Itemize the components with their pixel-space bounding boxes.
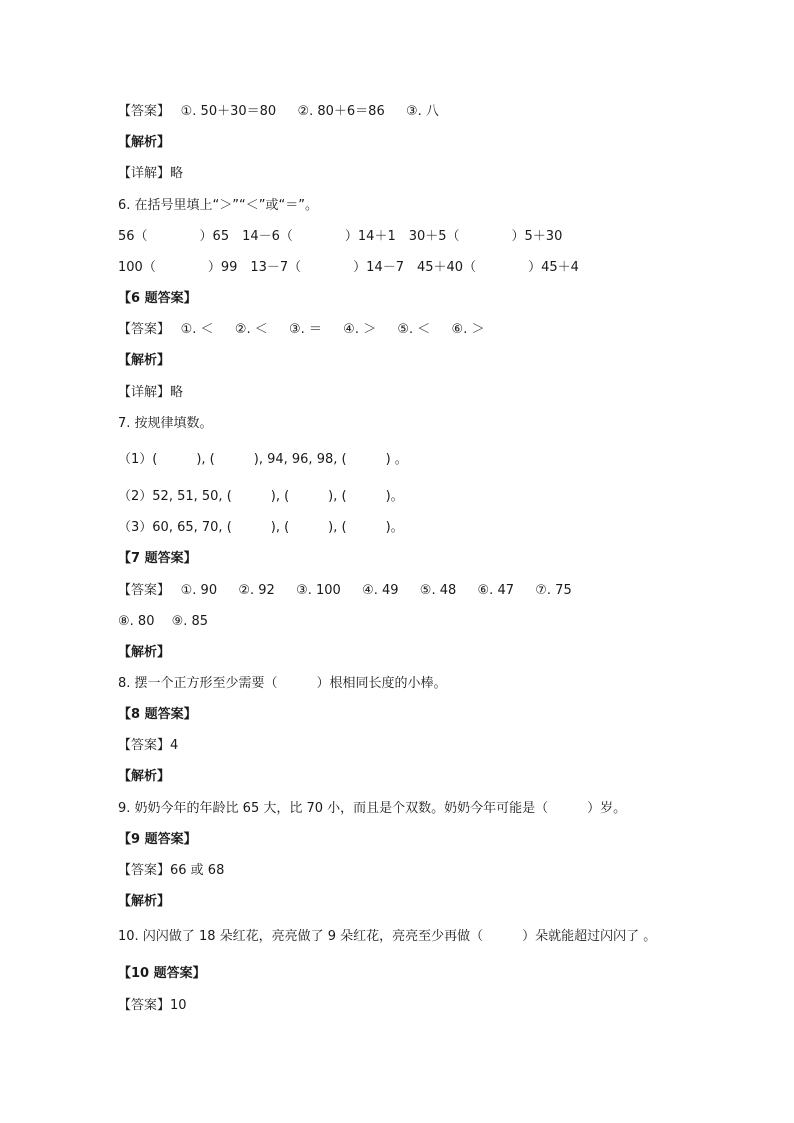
answer-heading-8: 【8 题答案】 — [118, 707, 197, 722]
answer-line-10: 【答案】10 — [118, 998, 187, 1013]
answer-heading-9: 【9 题答案】 — [118, 832, 197, 847]
answer-line-9: 【答案】66 或 68 — [118, 863, 225, 878]
analysis-label: 【解析】 — [118, 135, 171, 150]
question-7-part-1: （1）( ), ( ), 94, 96, 98, ( ) 。 — [118, 452, 408, 467]
answer-line-7: 【答案】 ①. 90 ②. 92 ③. 100 ④. 49 ⑤. 48 ⑥. 47 ⑦. 75 — [118, 583, 572, 598]
answer-line-6: 【答案】 ①. ＜ ②. ＜ ③. ＝ ④. ＞ ⑤. ＜ ⑥. ＞ — [118, 322, 485, 337]
analysis-label: 【解析】 — [118, 769, 171, 784]
analysis-label: 【解析】 — [118, 894, 171, 909]
question-10: 10. 闪闪做了 18 朵红花，亮亮做了 9 朵红花，亮亮至少再做（ ）朵就能超过闪闪了 。 — [118, 929, 657, 944]
answer-heading-6: 【6 题答案】 — [118, 291, 197, 306]
question-8: 8. 摆一个正方形至少需要（ ）根相同长度的小棒。 — [118, 676, 447, 691]
question-7: 7. 按规律填数。 — [118, 416, 213, 431]
answer-line-5: 【答案】 ①. 50＋30＝80 ②. 80＋6＝86 ③. 八 — [118, 104, 439, 119]
question-7-part-3: （3）60, 65, 70, ( ), ( ), ( )。 — [118, 520, 404, 535]
question-6-row-2: 100（ ）99 13－7（ ）14－7 45＋40（ ）45＋4 — [118, 260, 579, 275]
question-6-row-1: 56（ ）65 14－6（ ）14＋1 30＋5（ ）5＋30 — [118, 229, 563, 244]
detail-line: 【详解】略 — [118, 385, 184, 400]
analysis-label: 【解析】 — [118, 645, 171, 660]
detail-line: 【详解】略 — [118, 166, 184, 181]
answer-line-7-cont: ⑧. 80 ⑨. 85 — [118, 614, 209, 629]
question-9: 9. 奶奶今年的年龄比 65 大，比 70 小，而且是个双数。奶奶今年可能是（ ）岁。 — [118, 801, 627, 816]
analysis-label: 【解析】 — [118, 353, 171, 368]
answer-heading-10: 【10 题答案】 — [118, 966, 206, 981]
question-6: 6. 在括号里填上“＞”“＜”或“＝”。 — [118, 198, 318, 213]
answer-line-8: 【答案】4 — [118, 738, 179, 753]
answer-heading-7: 【7 题答案】 — [118, 551, 197, 566]
question-7-part-2: （2）52, 51, 50, ( ), ( ), ( )。 — [118, 489, 404, 504]
